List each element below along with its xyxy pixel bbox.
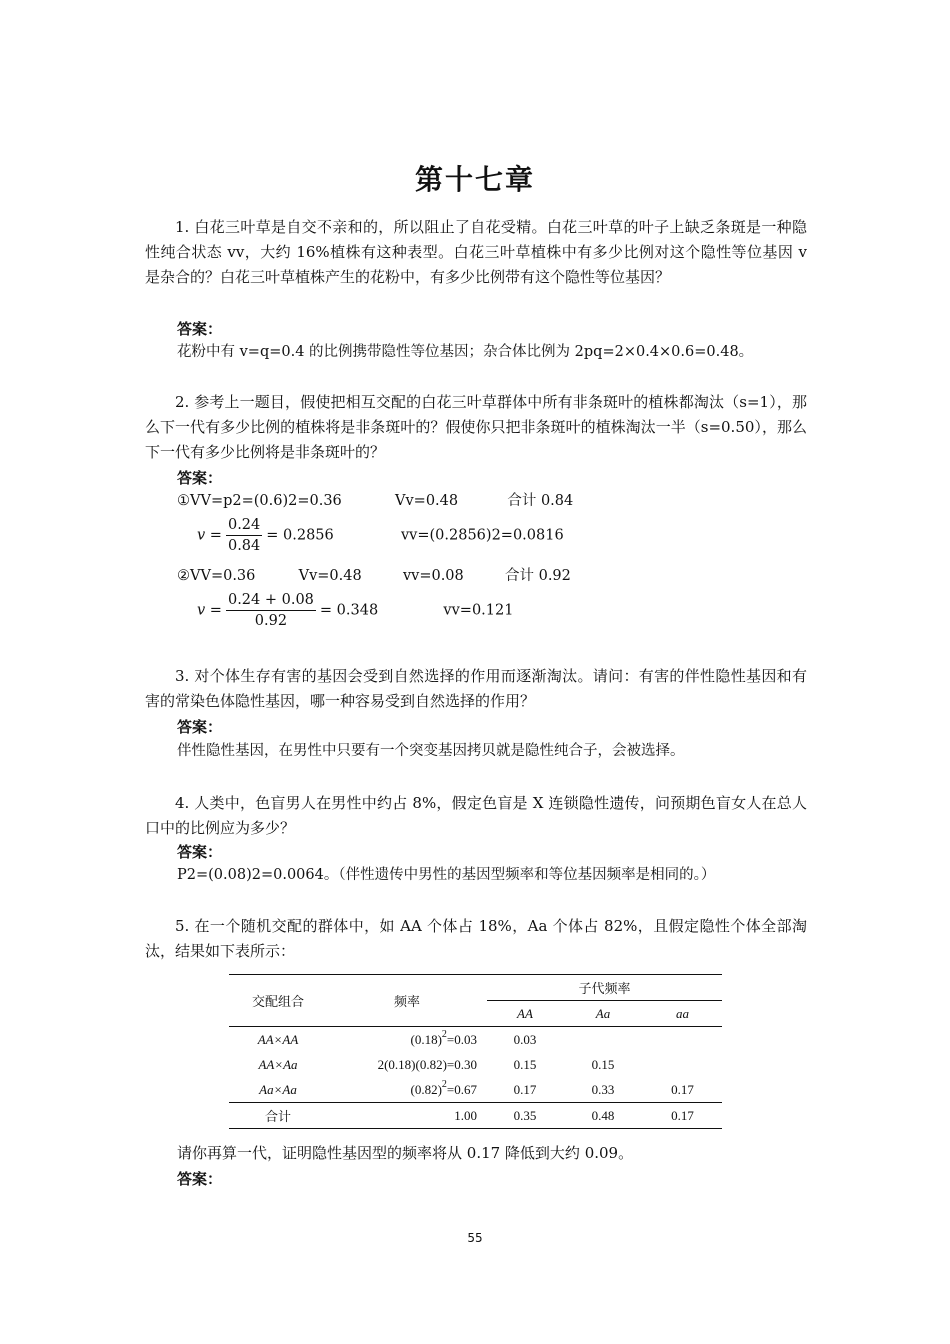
AA-cell: 0.15 — [513, 1056, 537, 1072]
table-row — [229, 1077, 722, 1103]
answer-label-3: 答案： — [177, 718, 223, 736]
Aa-cell: 0.33 — [591, 1081, 615, 1097]
table-total-row — [229, 1103, 722, 1129]
header-aa: aa — [676, 1005, 689, 1021]
answer-3: 伴性隐性基因，在男性中只要有一个突变基因拷贝就是隐性纯合子，会被选择。 — [177, 743, 685, 759]
aa-cell — [643, 1027, 722, 1053]
fraction-1-numerator: 0.24 — [226, 515, 262, 536]
question-2: 2. 参考上一题目，假使把相互交配的白花三叶草群体中所有非条斑叶的植株都淘汰（s=1），那么下一代有多少比例的植株将是非条斑叶的？假使你只把非条斑叶的植株淘汰一半（s=0.50），那么下一代有多少比例将是非条斑叶的？ — [145, 393, 807, 461]
fraction-2-result: = 0.348 — [319, 602, 379, 619]
header-AA: AA — [517, 1005, 533, 1021]
answer-2-fraction-1: v = $\frac{0.24}{0.84}$ = 0.2856 vv=(0.2856)2=0.0816 — [197, 517, 564, 554]
vv-heterozygous-1: Vv=0.48 — [395, 493, 459, 509]
Aa-cell — [563, 1027, 643, 1053]
total-AA: 0.35 — [513, 1107, 537, 1123]
vv-heterozygous-2: Vv=0.48 — [298, 568, 362, 584]
question-3: 3. 对个体生存有害的基因会受到自然选择的作用而逐渐淘汰。请问：有害的伴性隐性基因和有害的常染色体隐性基因，哪一种容易受到自然选择的作用？ — [145, 667, 807, 710]
total-2: 合计 0.92 — [504, 568, 571, 584]
vv-homozygous-2: ②VV=0.36 — [177, 568, 256, 584]
answer-2-line-1 — [177, 490, 573, 512]
answer-4: P2=(0.08)2=0.0064。（伴性遗传中男性的基因型频率和等位基因频率是相同的。） — [177, 867, 716, 883]
table-row — [229, 1052, 722, 1077]
fraction-2-numerator: 0.24 + 0.08 — [226, 590, 316, 611]
question-4: 4. 人类中，色盲男人在男性中约占 8%，假定色盲是 X 连锁隐性遗传，问预期色盲女人在总人口中的比例应为多少？ — [145, 794, 807, 837]
recessive-1: vv=(0.2856)2=0.0816 — [400, 527, 564, 544]
total-Aa: 0.48 — [591, 1107, 615, 1123]
total-aa: 0.17 — [671, 1107, 694, 1123]
header-offspring: 子代频率 — [487, 975, 722, 1001]
answer-2-line-2 — [177, 565, 571, 587]
freq-cell: 2(0.18)(0.82)=0.30 — [377, 1056, 477, 1072]
recessive-2: vv=0.121 — [443, 602, 514, 619]
fraction-1-result: = 0.2856 — [266, 527, 334, 544]
recessive-2-freq: vv=0.08 — [402, 568, 464, 584]
answer-label-1: 答案： — [177, 320, 223, 338]
mating-table — [229, 974, 722, 1129]
total-label: 合计 — [264, 1109, 291, 1124]
fraction-1 — [226, 515, 262, 556]
AA-cell: 0.17 — [513, 1081, 537, 1097]
aa-cell — [643, 1052, 722, 1077]
header-cross: 交配组合 — [251, 994, 304, 1009]
answer-label-4: 答案： — [177, 843, 223, 861]
aa-cell: 0.17 — [671, 1081, 694, 1097]
question-1: 1. 白花三叶草是自交不亲和的，所以阻止了自花受精。白花三叶草的叶子上缺乏条斑是一种隐性纯合状态 vv，大约 16%植株有这种表型。白花三叶草植株中有多少比例对这个隐性等位基因 v 是杂合的？白花三叶草植株产生的花粉中，有多少比例带有这个隐性等位基因？ — [145, 218, 807, 286]
freq-cell: $(0.82)^2=0.67$ — [410, 1078, 477, 1097]
fraction-2 — [226, 590, 316, 631]
table-row — [229, 1027, 722, 1053]
Aa-cell: 0.15 — [591, 1056, 615, 1072]
answer-label-2: 答案： — [177, 469, 223, 487]
fraction-2-denominator: 0.92 — [254, 613, 288, 629]
total-1: 合计 0.84 — [507, 493, 574, 509]
answer-2-fraction-2: v = $\frac{0.24 + 0.08}{0.92}$ = 0.348 vv=0.121 — [197, 592, 514, 629]
question-5: 5. 在一个随机交配的群体中，如 AA 个体占 18%，Aa 个体占 82%，且假定隐性个体全部淘汰，结果如下表所示： — [145, 917, 807, 960]
question-5-followup: 请你再算一代，证明隐性基因型的频率将从 0.17 降低到大约 0.09。 — [177, 1144, 634, 1162]
fraction-1-denominator: 0.84 — [227, 538, 261, 554]
answer-1: 花粉中有 v=q=0.4 的比例携带隐性等位基因；杂合体比例为 2pq=2×0.4×0.6=0.48。 — [177, 344, 754, 360]
vv-homozygous-1: ①VV=p2=(0.6)2=0.36 — [177, 493, 342, 509]
total-freq: 1.00 — [454, 1107, 477, 1123]
page-number: 55 — [467, 1231, 483, 1245]
header-frequency: 频率 — [393, 994, 420, 1009]
cross-cell: Aa×Aa — [259, 1081, 297, 1097]
header-Aa: Aa — [595, 1005, 611, 1021]
cross-cell: AA×AA — [257, 1031, 299, 1047]
freq-cell: $(0.18)^2=0.03$ — [410, 1028, 477, 1047]
AA-cell: 0.03 — [513, 1031, 537, 1047]
answer-label-5: 答案： — [177, 1170, 223, 1188]
cross-cell: AA×Aa — [258, 1056, 298, 1072]
chapter-title: 第十七章 — [414, 163, 535, 196]
